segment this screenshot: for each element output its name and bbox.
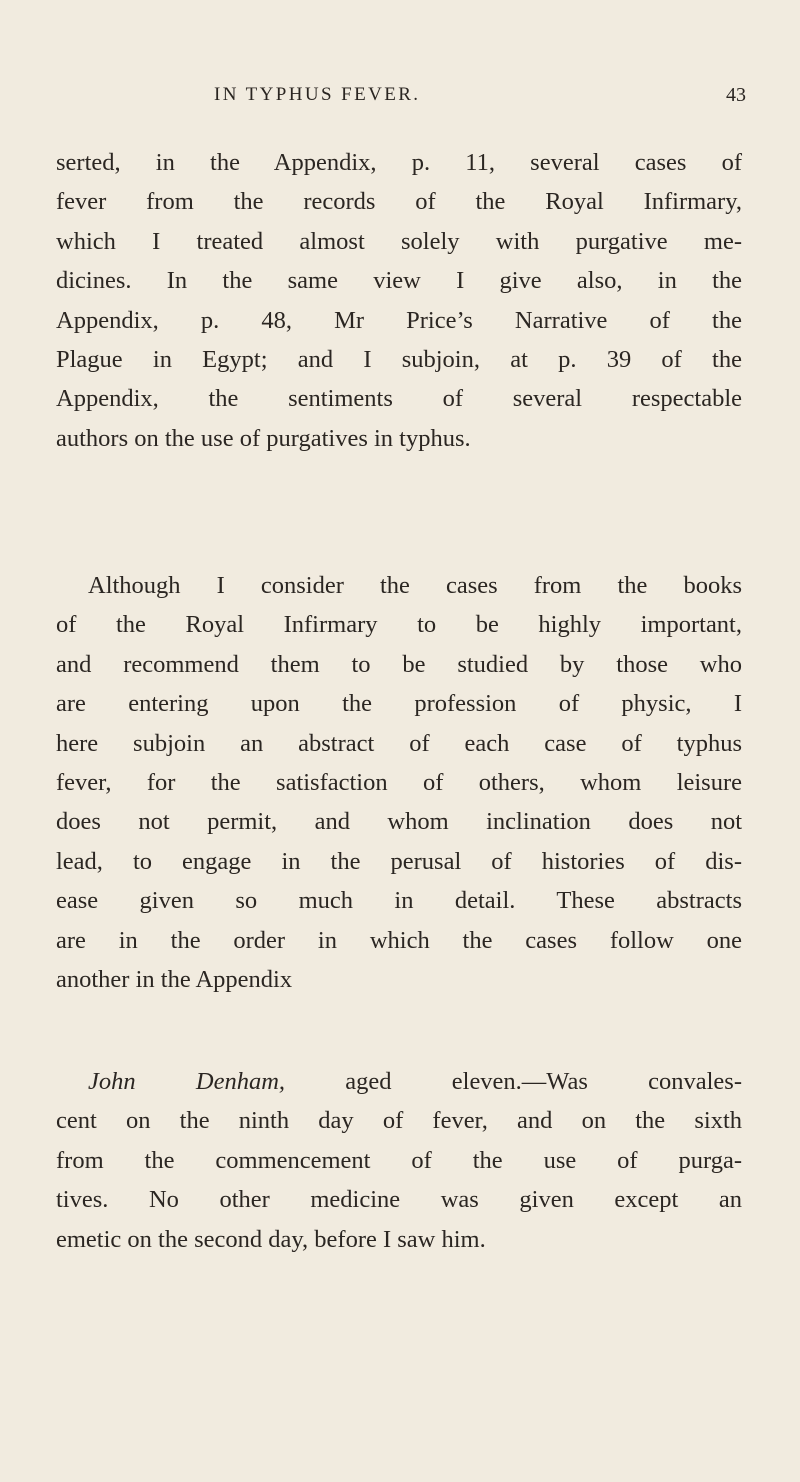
page-number: 43 — [726, 84, 746, 106]
text-line: emetic on the second day, before I saw him. — [56, 1225, 486, 1253]
text-line: here subjoin an abstract of each case of typhus — [56, 729, 742, 757]
text-line: authors on the use of purgatives in typhus. — [56, 424, 471, 452]
text-line: cent on the ninth day of fever, and on the sixth — [56, 1107, 742, 1135]
text-line: and recommend them to be studied by those who — [56, 650, 742, 678]
text-line: ease given so much in detail. These abstracts — [56, 887, 742, 915]
text-line: does not permit, and whom inclination does not — [56, 808, 742, 836]
text-line: Appendix, p. 48, Mr Price’s Narrative of the — [56, 306, 742, 334]
text-fragment: aged eleven.—Was convales- — [285, 1068, 743, 1095]
text-line: tives. No other medicine was given except an — [56, 1186, 742, 1214]
running-head — [0, 84, 800, 114]
paragraph-2 — [56, 566, 742, 999]
text-line: which I treated almost solely with purgative me- — [56, 227, 742, 255]
text-line — [56, 1062, 742, 1101]
paragraph-3 — [56, 1062, 742, 1259]
text-line: of the Royal Infirmary to be highly important, — [56, 611, 742, 639]
text-line: serted, in the Appendix, p. 11, several cases of — [56, 149, 742, 176]
text-line: Appendix, the sentiments of several respectable — [56, 385, 742, 413]
running-head-title: IN TYPHUS FEVER. — [214, 84, 421, 105]
paragraph-1 — [56, 143, 742, 458]
text-line: lead, to engage in the perusal of histories of dis- — [56, 847, 742, 875]
text-line: another in the Appendix — [56, 966, 293, 994]
text-line: are in the order in which the cases follow one — [56, 926, 742, 954]
text-line: Although I consider the cases from the books — [88, 572, 742, 599]
text-line: dicines. In the same view I give also, in the — [56, 267, 742, 295]
text-line: are entering upon the profession of physic, I — [56, 690, 742, 718]
patient-name: John Denham, — [88, 1068, 286, 1095]
text-line: Plague in Egypt; and I subjoin, at p. 39 of the — [56, 346, 742, 374]
text-line: fever from the records of the Royal Infirmary, — [56, 188, 742, 216]
text-line: from the commencement of the use of purga- — [56, 1146, 742, 1174]
text-line: fever, for the satisfaction of others, whom leisure — [56, 769, 742, 797]
